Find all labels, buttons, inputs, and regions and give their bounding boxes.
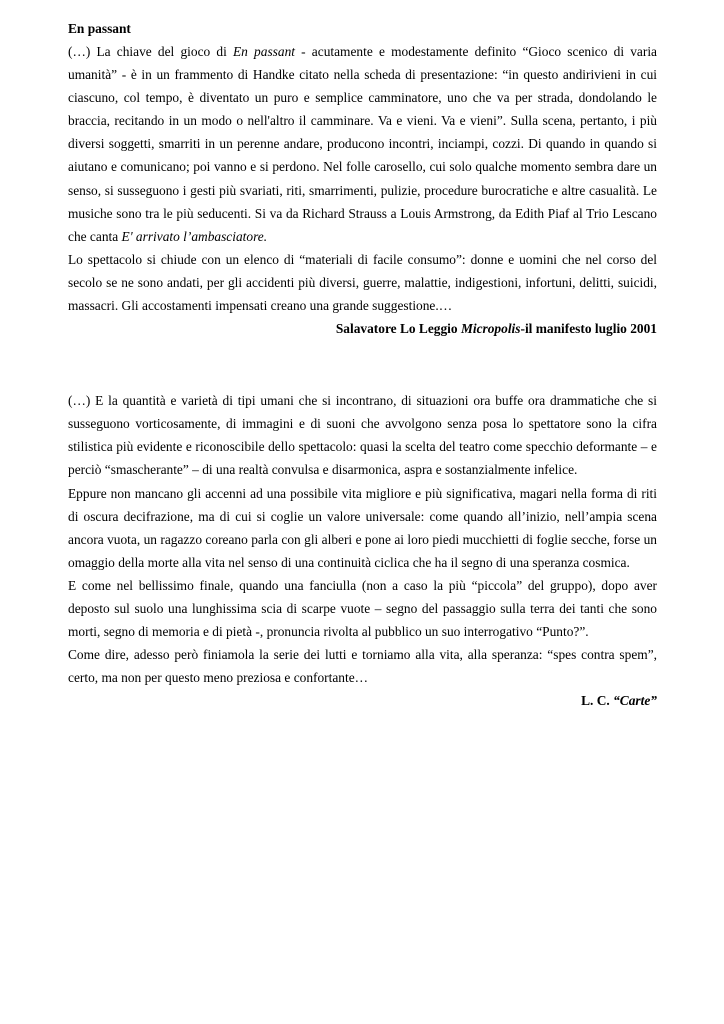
- review2-paragraph-4: Come dire, adesso però finiamola la serie dei lutti e torniamo alla vita, alla speranza: “spes contra spem”, certo, ma non per questo meno preziosa e confortante…: [68, 647, 657, 686]
- review2-paragraph-2: Eppure non mancano gli accenni ad una possibile vita migliore e più significativa, magari nella forma di riti di oscura decifrazione, ma di cui si coglie un valore universale: come quando all’inizio, nell’ampia scena ancora vuota, un ragazzo coreano parla con gli alberi e pone ai loro piedi mucchietti di foglie secche, forse un omaggio della morte alla vita nel senso di una continuità ciclica che ha il segno di una speranza cosmica.: [68, 485, 657, 570]
- signature-publication: “Carte”: [613, 693, 657, 709]
- signature-author: L. C.: [581, 693, 614, 709]
- section-spacer: [68, 340, 657, 389]
- document-page: [68, 17, 657, 712]
- section-title: En passant: [68, 21, 131, 36]
- signature-source: -il manifesto luglio 2001: [520, 321, 657, 337]
- italic-show-title: En passant: [233, 44, 295, 59]
- signature-publication: Micropolis: [460, 321, 521, 337]
- review-signature-1: [68, 317, 657, 340]
- review-paragraph-1: [68, 40, 657, 248]
- review2-paragraph-1: (…) E la quantità e varietà di tipi umani che si incontrano, di situazioni ora buffe ora drammatiche che si susseguono vorticosamente, di immagini e di suoni che avvolgono senza posa lo spettatore sono la cifra stilistica più evidente e riconoscibile dello spettacolo: quasi la scelta del teatro come specchio deformante – e perciò “smascherante” – di una realtà convulsa e disarmonica, aspra e sostanzialmente infelice.: [68, 393, 657, 478]
- signature-author: Salavatore Lo Leggio: [335, 321, 461, 337]
- italic-song-title: E' arrivato l’ambasciatore.: [121, 228, 268, 244]
- text-run: - acutamente e modestamente definito “Gioco scenico di varia umanità” - è in un frammento di Handke citato nella scheda di presentazione: “in questo andirivieni in cui ciascuno, col tempo, è diventato un puro e semplice camminatore, uno che va per strada, dondolando le braccia, recitando in un modo o nell'altro il camminare. Va e vieni. Va e vieni”. Sulla scena, pertanto, i più diversi soggetti, smarriti in un perenne andare, producono incontri, inciampi, cozzi. Di quando in quando si aiutano e comunicano; poi vanno e si perdono. Nel folle carosello, cui solo qualche momento sembra dare un senso, si susseguono i gesti più svariati, riti, smarrimenti, pulizie, procedure burocratiche e altre casualità. Le musiche sono tra le più seducenti. Si va da Richard Strauss a Louis Armstrong, da Edith Piaf al Trio Lescano che canta: [68, 44, 657, 244]
- review-signature-2: [68, 689, 657, 712]
- review-paragraph-2: Lo spettacolo si chiude con un elenco di “materiali di facile consumo”: donne e uomini che nel corso del secolo se ne sono andati, per gli accidenti più diversi, guerre, malattie, indigestioni, infortuni, delitti, suicidi, massacri. Gli accostamenti impensati creano una grande suggestione.…: [68, 251, 657, 314]
- review2-paragraph-3: E come nel bellissimo finale, quando una fanciulla (non a caso la più “piccola” del gruppo), dopo aver deposto sul suolo una lunghissima scia di scarpe vuote – segno del passaggio sulla terra dei tanti che sono morti, segno di memoria e di pietà -, pronuncia rivolta al pubblico un suo interrogativo “Punto?”.: [68, 577, 657, 640]
- text-run: (…) La chiave del gioco di: [68, 44, 233, 59]
